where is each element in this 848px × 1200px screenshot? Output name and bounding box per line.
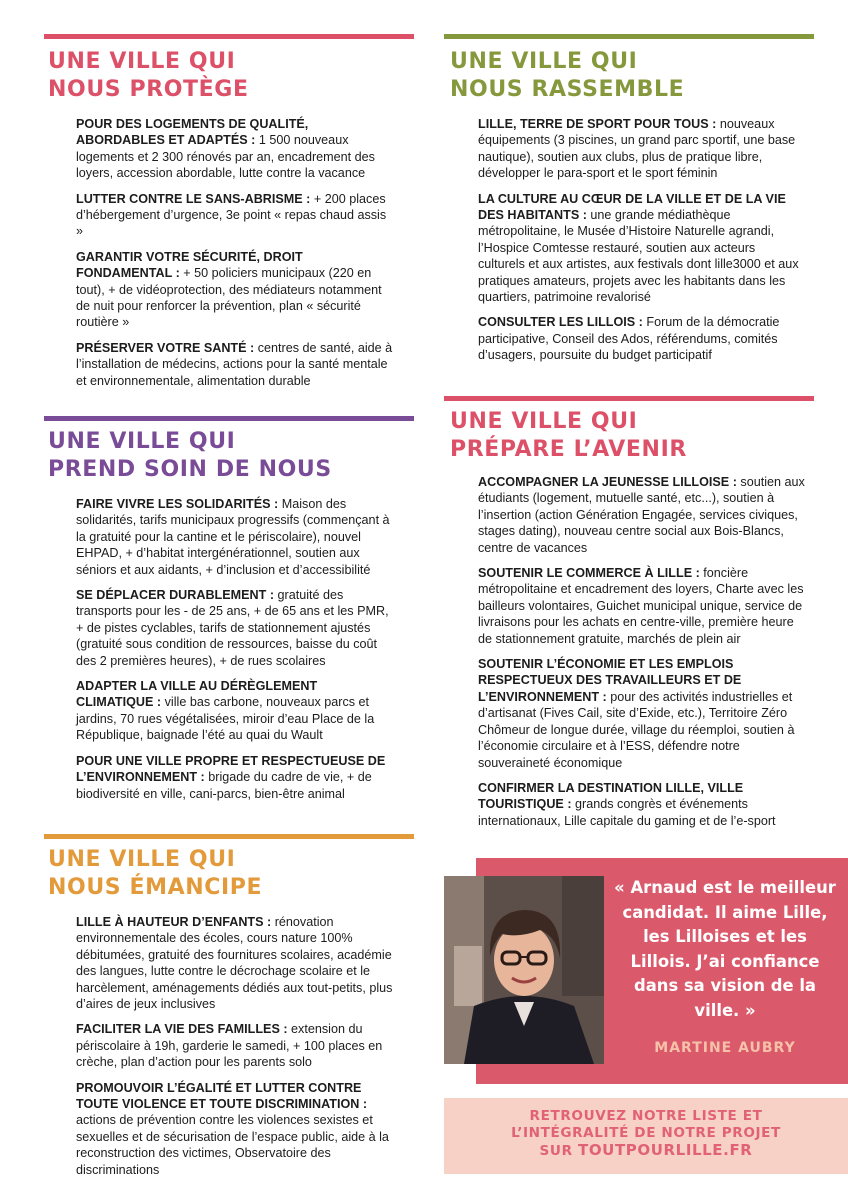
- protege-title: UNE VILLE QUI NOUS PROTÈGE: [48, 49, 249, 102]
- quote-text: « Arnaud est le meilleur candidat. Il aime Lille, les Lilloises et les Lillois. J’ai confiance dans sa vision de la ville. »: [614, 878, 836, 1020]
- list-item: LILLE, TERRE DE SPORT POUR TOUS : nouveaux équipements (3 piscines, un grand parc sportif, une base nautique), soutien aux clubs, plus de pratique libre, développer le para-sport et le sport féminin: [478, 117, 796, 181]
- soin-title: UNE VILLE QUI PREND SOIN DE NOUS: [48, 429, 332, 482]
- cta-line: L’INTÉGRALITÉ DE NOTRE PROJET: [511, 1125, 781, 1141]
- soin-rule: [44, 416, 414, 421]
- list-item: LUTTER CONTRE LE SANS-ABRISME : + 200 places d’hébergement d’urgence, 3e point « repas chaud assis »: [76, 191, 387, 239]
- soin-items: [76, 496, 398, 811]
- list-item: PROMOUVOIR L’ÉGALITÉ ET LUTTER CONTRE TOUTE VIOLENCE ET TOUTE DISCRIMINATION : actions de prévention contre les violences sexistes et sexuelles et de sécurisation de l’espace public, aide à la reconstruction des victimes, Observatoire des discriminations: [76, 1080, 389, 1177]
- rassemble-rule: [444, 34, 814, 39]
- list-item: PRÉSERVER VOTRE SANTÉ : centres de santé, aide à l’installation de médecins, actions pour la santé mentale et environnementale, alimentation durable: [76, 340, 393, 388]
- cta-line: RETROUVEZ NOTRE LISTE ET: [529, 1108, 763, 1124]
- avenir-rule: [444, 396, 814, 401]
- cta-text: [444, 1108, 848, 1160]
- emancipe-title: UNE VILLE QUI NOUS ÉMANCIPE: [48, 847, 263, 900]
- list-item: FAIRE VIVRE LES SOLIDARITÉS : Maison des solidarités, tarifs municipaux progressifs (commençant à la gratuité pour la cantine et le périscolaire), nouvel EHPAD, + d’habitat intergénérationnel, soutien aux séniors et aux aidants, + d’inclusion et d’accessibilité: [76, 497, 390, 577]
- portrait-illustration: [444, 876, 604, 1064]
- protege-items: [76, 116, 396, 398]
- emancipe-items: [76, 914, 398, 1187]
- list-item: LA CULTURE AU CŒUR DE LA VILLE ET DE LA VIE DES HABITANTS : une grande médiathèque métropolitaine, le Musée d’Histoire Naturelle agrandi, l’Hospice Comtesse restauré, soutien aux acteurs culturels et aux artistes, aux festivals dont lille3000 et aux pratiques amateurs, projets avec les habitants dans les quartiers, patrimoine revalorisé: [478, 191, 799, 305]
- rassemble-title: UNE VILLE QUI NOUS RASSEMBLE: [450, 49, 685, 102]
- rassemble-items: [478, 116, 804, 373]
- list-item: ACCOMPAGNER LA JEUNESSE LILLOISE : soutien aux étudiants (logement, mutuelle santé, etc...), soutien à l’insertion (action Génération Engagée, services civiques, stages dating), nouveau centre social aux Bois-Blancs, centre de vacances: [478, 475, 805, 555]
- avenir-items: [478, 474, 806, 838]
- website-link[interactable]: TOUTPOURLILLE.FR: [577, 1141, 753, 1159]
- list-item: CONFIRMER LA DESTINATION LILLE, VILLE TOURISTIQUE : grands congrès et événements internationaux, Lille capitale du gaming et de l’e-sport: [478, 780, 776, 828]
- list-item: POUR DES LOGEMENTS DE QUALITÉ, ABORDABLES ET ADAPTÉS : 1 500 nouveaux logements et 2 300 rénovés par an, encadrement des loyers, accession abordable, lutte contre la vacance: [76, 117, 375, 181]
- list-item: LILLE À HAUTEUR D’ENFANTS : rénovation environnementale des écoles, cours nature 100% débitumées, gratuité des fournitures scolaires, académie des langues, lutte contre le décrochage scolaire et le harcèlement, aménagements dédiés aux tout-petits, plus d’aires de jeux inclusives: [76, 915, 393, 1012]
- list-item: FACILITER LA VIE DES FAMILLES : extension du périscolaire à 19h, garderie le samedi, + 100 places en crèche, plan d’action pour les parents solo: [76, 1022, 383, 1070]
- quote-author: MARTINE AUBRY: [654, 1040, 796, 1056]
- protege-rule: [44, 34, 414, 39]
- list-item: CONSULTER LES LILLOIS : Forum de la démocratie participative, Conseil des Ados, référendums, comités d’usagers, poursuite du budget participatif: [478, 315, 780, 363]
- list-item: SE DÉPLACER DURABLEMENT : gratuité des transports pour les - de 25 ans, + de 65 ans et les PMR, + de pistes cyclables, tarifs de stationnement ajustés (gratuité sous condition de ressources, baisse du coût des 2 premières heures), + de rues scolaires: [76, 588, 389, 668]
- list-item: GARANTIR VOTRE SÉCURITÉ, DROIT FONDAMENTAL : + 50 policiers municipaux (220 en tout), + de vidéoprotection, des médiateurs notamment de nuit pour renforcer la prévention, plan « sécurité routière »: [76, 249, 382, 330]
- emancipe-rule: [44, 834, 414, 839]
- cta-line: SUR TOUTPOURLILLE.FR: [539, 1141, 753, 1159]
- list-item: SOUTENIR LE COMMERCE À LILLE : foncière métropolitaine et encadrement des loyers, Charte avec les bailleurs volontaires, Guichet municipal unique, service de livraisons pour les achats en centre-ville, première heure de stationnement gratuite, marchés de plein air: [478, 566, 804, 646]
- avenir-title: UNE VILLE QUI PRÉPARE L’AVENIR: [450, 409, 687, 462]
- list-item: ADAPTER LA VILLE AU DÉRÈGLEMENT CLIMATIQUE : ville bas carbone, nouveaux parcs et jardins, 70 rues végétalisées, miroir d’eau Place de la République, baignade l’été au quai du Wault: [76, 679, 375, 743]
- portrait-photo: [444, 876, 604, 1064]
- list-item: SOUTENIR L’ÉCONOMIE ET LES EMPLOIS RESPECTUEUX DES TRAVAILLEURS ET DE L’ENVIRONNEMENT : pour des activités industrielles et d’artisanat (Fives Cail, site d’Exide, etc.), Territoire Zéro Chômeur de longue durée, village du réemploi, soutien à l’économie circulaire et à l’ESS, défendre notre souveraineté économique: [478, 657, 795, 770]
- list-item: POUR UNE VILLE PROPRE ET RESPECTUEUSE DE L’ENVIRONNEMENT : brigade du cadre de vie, + de biodiversité en ville, cani-parcs, bien-être animal: [76, 753, 386, 801]
